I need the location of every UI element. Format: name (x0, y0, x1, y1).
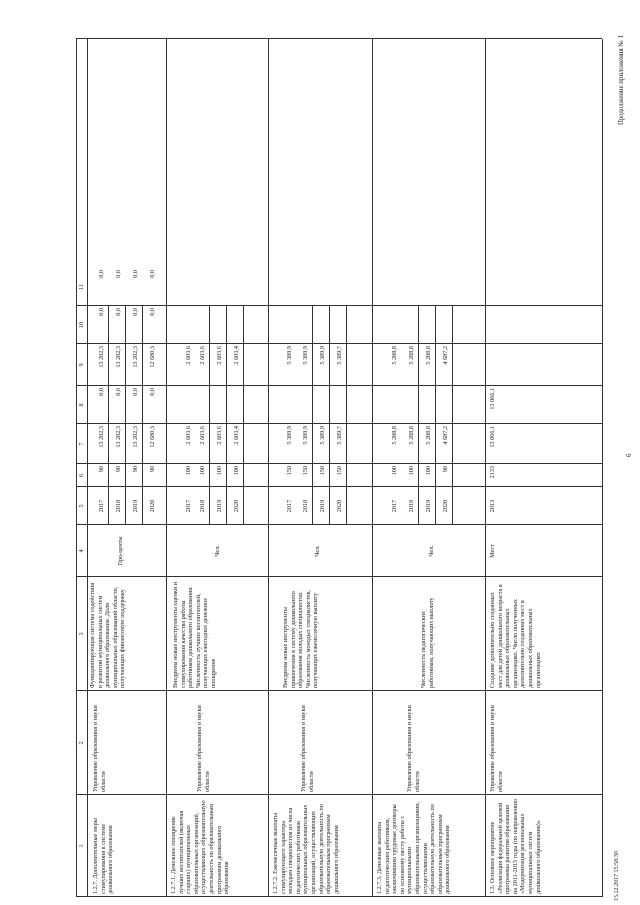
year-cell: 2017 (98, 499, 105, 513)
other-sources-cell: 0,0 (132, 270, 139, 278)
regional-budget-cell: 13 202,3 (98, 346, 105, 368)
year-cell: 2019 (216, 499, 223, 513)
responsible-executor: Управление образования и науки области (406, 705, 421, 792)
year-cell: 2017 (185, 499, 192, 513)
unit-of-measure: Мест (489, 544, 496, 558)
total-amount-cell: 5 389,9 (286, 426, 293, 445)
year-cell: 2018 (115, 499, 122, 513)
col-header-4: 4 (78, 549, 85, 553)
year-cell: 2020 (442, 499, 449, 513)
federal-budget-cell: 0,0 (115, 388, 122, 396)
year-cell: 2019 (132, 499, 139, 513)
year-cell: 2017 (391, 499, 398, 513)
target-value-cell: 150 (286, 466, 293, 476)
regional-budget-cell: 2 603,6 (216, 346, 223, 365)
total-amount-cell: 13 202,3 (98, 426, 105, 448)
indicator-description: Внедрены новые инструменты оценки и стимулирования качества работы работников дошкольного образования. Численность лучших воспитателей, получающих ежегодное денежное поощрение (172, 581, 217, 688)
indicator-description: Функционирующая система содействия в развитии муниципальных систем дошкольного образования. Доля муниципальных образований области, получающих финансовую поддержку (89, 582, 127, 688)
total-amount-cell: 5 389,9 (302, 426, 309, 445)
unit-of-measure: Чел. (214, 545, 221, 557)
total-amount-cell: 12 680,3 (149, 426, 156, 448)
unit-of-measure: Чел. (428, 545, 435, 557)
regional-budget-cell: 5 208,8 (391, 346, 398, 365)
total-amount-cell: 13 066,1 (489, 426, 496, 448)
target-value-cell: 150 (302, 466, 309, 476)
regional-budget-cell: 2 603,4 (233, 346, 240, 365)
regional-budget-cell: 5 389,7 (336, 346, 343, 365)
target-value-cell: 100 (199, 466, 206, 476)
total-amount-cell: 5 389,9 (319, 426, 326, 445)
target-value-cell: 90 (442, 466, 449, 473)
total-amount-cell: 2 603,6 (216, 426, 223, 445)
regional-budget-cell: 5 389,9 (286, 346, 293, 365)
regional-budget-cell: 5 389,9 (319, 346, 326, 365)
target-value-cell: 90 (132, 466, 139, 473)
total-amount-cell: 2 603,4 (233, 426, 240, 445)
year-cell: 2013 (489, 499, 496, 513)
indicator-description: Численность педагогических работников, получающих выплату (420, 597, 435, 688)
footer-timestamp: 15.12.2017 15:58:30 (614, 851, 620, 901)
other-sources-cell: 0,0 (115, 270, 122, 278)
regional-budget-cell: 13 202,3 (115, 346, 122, 368)
unit-of-measure: Чел. (314, 545, 321, 557)
regional-budget-cell: 2 603,6 (199, 346, 206, 365)
target-value-cell: 100 (408, 466, 415, 476)
target-value-cell: 100 (233, 466, 240, 476)
regional-budget-cell: 4 687,2 (442, 346, 449, 365)
measure-name: 1.2.7.2. Ежемесячные выплаты стимулирующего характера молодым специалистам из числа педагогических работников муниципальных образовательных организаций, осуществляющих образовательную деятельность по образовательным программам дошкольного образования (272, 804, 340, 894)
target-value-cell: 100 (425, 466, 432, 476)
federal-budget-cell: 13 066,1 (489, 388, 496, 410)
target-value-cell: 150 (319, 466, 326, 476)
regional-budget-cell: 12 680,3 (149, 346, 156, 368)
regional-budget-cell: 5 389,9 (302, 346, 309, 365)
year-cell: 2020 (233, 499, 240, 513)
unit-of-measure: Про-центы (117, 536, 124, 566)
federal-budget-cell: 0,0 (149, 388, 156, 396)
regional-budget-cell: 5 208,8 (425, 346, 432, 365)
measure-name: 1.2.7. Дополнительные меры стимулирования в системе дошкольного образования (92, 818, 115, 894)
target-value-cell: 2133 (489, 466, 496, 479)
target-value-cell: 90 (98, 466, 105, 473)
total-amount-cell: 13 202,3 (115, 426, 122, 448)
total-amount-cell: 2 603,6 (199, 426, 206, 445)
col-header-8: 8 (78, 403, 85, 407)
total-amount-cell: 5 208,8 (408, 426, 415, 445)
responsible-executor: Управление образования и науки области (196, 705, 211, 792)
indicator-description: Создание дополнительно созданных мест для детей дошкольного возраста в дошкольных образовательных организациях. Число полученных дополнительно созданных мест в дошкольных образовательных организациях (489, 584, 542, 688)
col-header-1: 1 (78, 844, 85, 848)
target-value-cell: 90 (149, 466, 156, 473)
col-header-5: 5 (78, 504, 85, 508)
total-amount-cell: 2 603,6 (185, 426, 192, 445)
local-budget-cell: 0,0 (132, 308, 139, 316)
total-amount-cell: 5 208,8 (425, 426, 432, 445)
col-header-11: 11 (78, 284, 85, 290)
col-header-7: 7 (78, 442, 85, 446)
regional-budget-cell: 13 202,3 (132, 346, 139, 368)
year-cell: 2018 (408, 499, 415, 513)
year-cell: 2020 (336, 499, 343, 513)
col-header-3: 3 (78, 632, 85, 636)
target-value-cell: 100 (216, 466, 223, 476)
federal-budget-cell: 0,0 (132, 388, 139, 396)
total-amount-cell: 5 389,7 (336, 426, 343, 445)
total-amount-cell: 5 208,8 (391, 426, 398, 445)
col-header-9: 9 (78, 363, 85, 367)
year-cell: 2019 (319, 499, 326, 513)
year-cell: 2020 (149, 499, 156, 513)
col-header-10: 10 (78, 321, 85, 329)
year-cell: 2019 (425, 499, 432, 513)
total-amount-cell: 13 202,3 (132, 426, 139, 448)
responsible-executor: Управление образования и науки области (92, 705, 107, 792)
appendix-note: Продолжение приложения № 1 (618, 35, 625, 125)
col-header-6: 6 (78, 473, 85, 478)
other-sources-cell: 0,0 (149, 270, 156, 278)
year-cell: 2017 (286, 499, 293, 513)
local-budget-cell: 0,0 (98, 308, 105, 316)
federal-budget-cell: 0,0 (98, 388, 105, 396)
target-value-cell: 150 (336, 466, 343, 476)
target-value-cell: 100 (185, 466, 192, 476)
local-budget-cell: 0,0 (149, 308, 156, 316)
year-cell: 2018 (302, 499, 309, 513)
responsible-executor: Управление образования и науки области (489, 705, 504, 792)
local-budget-cell: 0,0 (115, 308, 122, 316)
target-value-cell: 90 (115, 466, 122, 473)
col-header-2: 2 (78, 741, 85, 745)
page-number: 6 (625, 453, 633, 457)
other-sources-cell: 0,0 (98, 270, 105, 278)
indicator-description: Внедрены новые инструменты привлечения в систему дошкольного образования молодых специалистов. Численность молодых специалистов, получающих ежемесячную выплату (282, 589, 320, 688)
total-amount-cell: 4 687,2 (442, 426, 449, 445)
responsible-executor: Управление образования и науки области (300, 705, 315, 792)
measure-name: 1.3. Основное мероприятие «Реализация федеральной целевой программы развития образования на 2011-2015 годы (по направлению «Модернизация региональных муниципальных систем дошкольного образования)» (489, 799, 542, 894)
regional-budget-cell: 2 603,6 (185, 346, 192, 365)
measure-name: 1.2.7.3. Денежные выплаты педагогическим работникам, заключившим трудовые договоры по основному месту работы с муниципальными образовательными организациями, осуществляющими образовательную деятельность по образовательным программам дошкольного образования (376, 801, 452, 894)
regional-budget-cell: 5 208,8 (408, 346, 415, 365)
measure-name: 1.2.7.1. Денежное поощрение лучших воспитателей (включая старших) муниципальных образовательных организаций, осуществляющих образовательную деятельность по образовательным программам дошкольного образования (170, 800, 231, 894)
target-value-cell: 100 (391, 466, 398, 476)
year-cell: 2018 (199, 499, 206, 513)
